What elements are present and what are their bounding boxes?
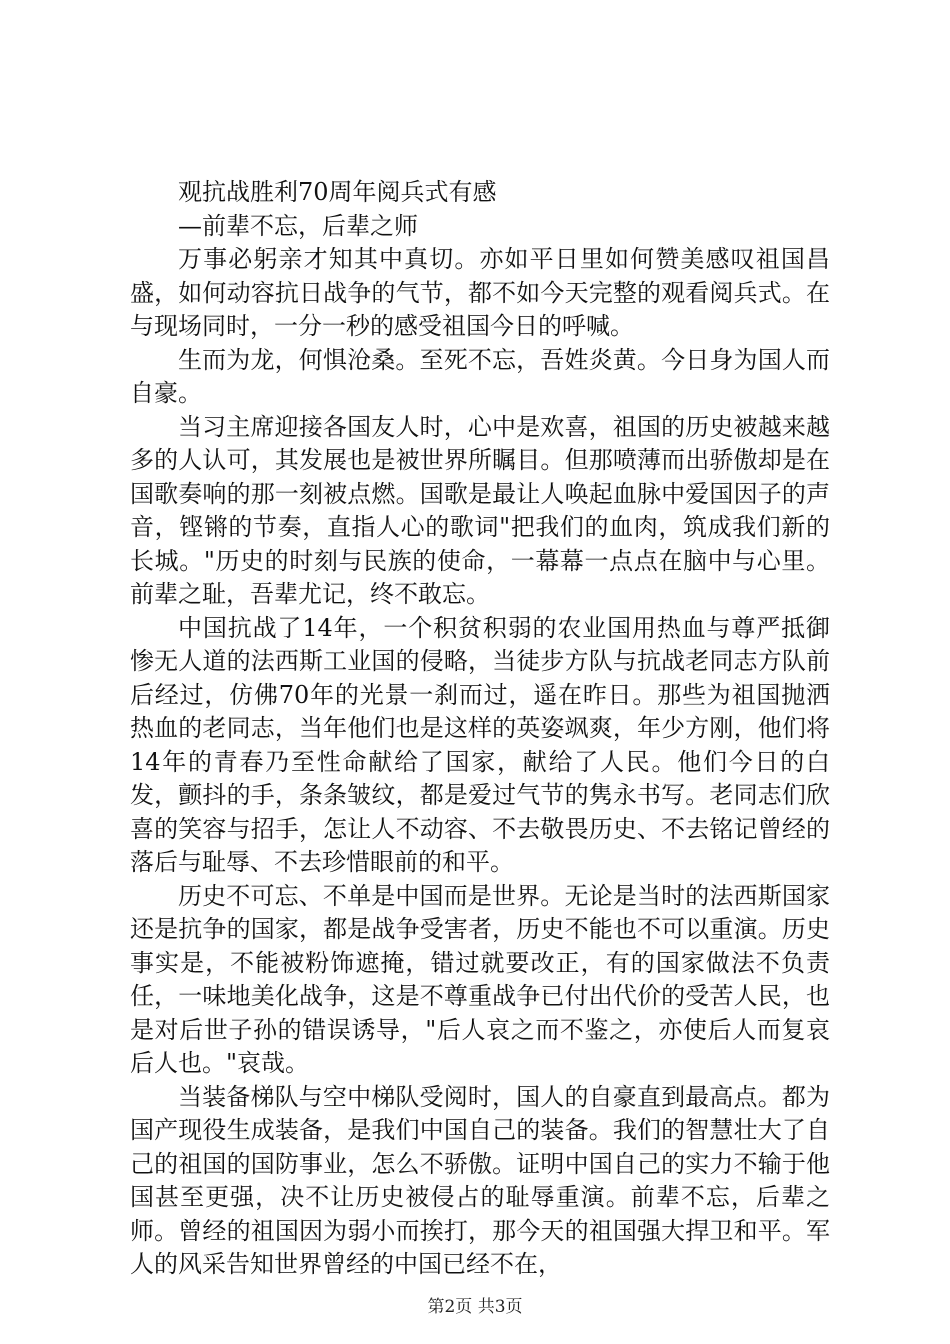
document-subtitle: —前辈不忘，后辈之师 [178, 211, 418, 240]
paragraph: 当装备梯队与空中梯队受阅时，国人的自豪直到最高点。都为国产现役生成装备，是我们中国自己的装备。我们的智慧壮大了自己的祖国的国防事业，怎么不骄傲。证明中国自己的实力不输于他国甚至更强，决不让历史被侵占的耻辱重演。前辈不忘，后辈之师。曾经的祖国因为弱小而挨打，那今天的祖国强大捍卫和平。军人的风采告知世界曾经的中国已经不在， [130, 1082, 830, 1278]
paragraph: 当习主席迎接各国友人时，心中是欢喜，祖国的历史被越来越多的人认可，其发展也是被世界所瞩目。但那喷薄而出骄傲却是在国歌奏响的那一刻被点燃。国歌是最让人唤起血脉中爱国因子的声音，铿锵的节奏，直指人心的歌词"把我们的血肉，筑成我们新的长城。"历史的时刻与民族的使命，一幕幕一点点在脑中与心里。前辈之耻，吾辈尤记，终不敢忘。 [130, 412, 830, 608]
paragraph: 历史不可忘、不单是中国而是世界。无论是当时的法西斯国家还是抗争的国家，都是战争受害者，历史不能也不可以重演。历史事实是，不能被粉饰遮掩，错过就要改正，有的国家做法不负责任，一味地美化战争，这是不尊重战争已付出代价的受苦人民，也是对后世子孙的错误诱导，"后人哀之而不鉴之，亦使后人而复哀后人也。"哀哉。 [130, 881, 830, 1077]
paragraph: 中国抗战了14年，一个积贫积弱的农业国用热血与尊严抵御惨无人道的法西斯工业国的侵略，当徒步方队与抗战老同志方队前后经过，仿佛70年的光景一刹而过，遥在昨日。那些为祖国抛洒热血的老同志，当年他们也是这样的英姿飒爽，年少方刚，他们将14年的青春乃至性命献给了国家，献给了人民。他们今日的白发，颤抖的手，条条皱纹，都是爱过气节的隽永书写。老同志们欣喜的笑容与招手，怎让人不动容、不去敬畏历史、不去铭记曾经的落后与耻辱、不去珍惜眼前的和平。 [130, 613, 830, 876]
document-body [130, 176, 830, 1282]
document-title: 观抗战胜利70周年阅兵式有感 [178, 178, 497, 206]
paragraph: 万事必躬亲才知其中真切。亦如平日里如何赞美感叹祖国昌盛，如何动容抗日战争的气节，都不如今天完整的观看阅兵式。在与现场同时，一分一秒的感受祖国今日的呼喊。 [130, 245, 830, 340]
paragraph: 生而为龙，何惧沧桑。至死不忘，吾姓炎黄。今日身为国人而自豪。 [130, 345, 830, 407]
page-number-footer: 第2页 共3页 [427, 1297, 523, 1317]
